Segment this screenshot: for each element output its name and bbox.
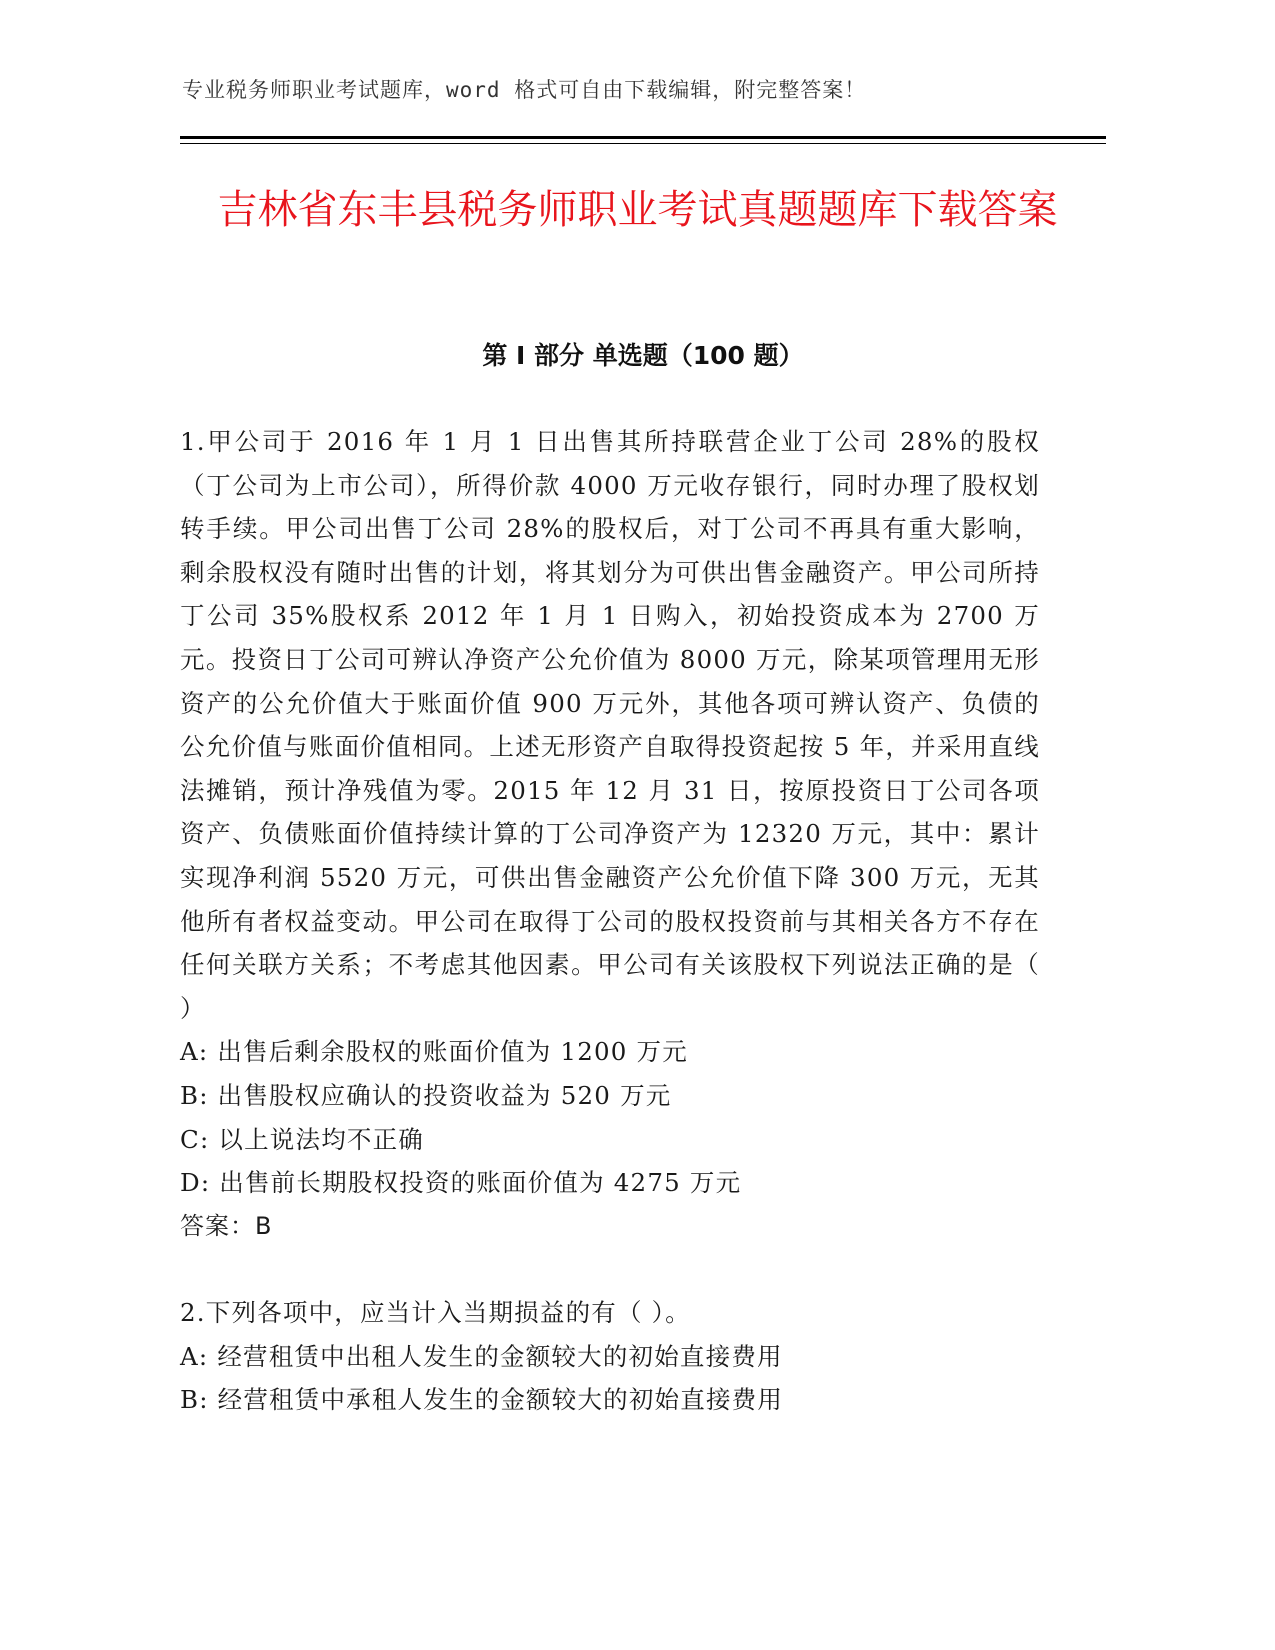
option-a: A: 出售后剩余股权的账面价值为 1200 万元 — [180, 1037, 688, 1067]
option-c: C: 以上说法均不正确 — [180, 1124, 424, 1154]
question-spacer — [180, 1248, 1040, 1291]
header-rule-thin — [180, 143, 1106, 144]
option-a: A: 经营租赁中出租人发生的金额较大的初始直接费用 — [180, 1341, 783, 1371]
section-title: 第 I 部分 单选题（100 题） — [482, 341, 804, 370]
question-stem: 2.下列各项中，应当计入当期损益的有（ ）。 — [180, 1298, 691, 1328]
option-d: D: 出售前长期股权投资的账面价值为 4275 万元 — [180, 1168, 742, 1198]
answer: 答案：B — [180, 1211, 273, 1240]
option-b: B: 出售股权应确认的投资收益为 520 万元 — [180, 1080, 672, 1110]
option-b: B: 经营租赁中承租人发生的金额较大的初始直接费用 — [180, 1385, 784, 1415]
header-rule-thick — [180, 136, 1106, 139]
document-title: 吉林省东丰县税务师职业考试真题题库下载答案 — [217, 187, 1058, 233]
header-note: 专业税务师职业考试题库，word 格式可自由下载编辑，附完整答案！ — [182, 78, 867, 102]
question-2 — [180, 1291, 1040, 1422]
question-list — [180, 420, 1040, 1422]
question-stem: 1.甲公司于 2016 年 1 月 1 日出售其所持联营企业丁公司 28%的股权（丁公司为上市公司），所得价款 4000 万元收存银行，同时办理了股权划转手续。甲公司出售丁公司 28%的股权后，对丁公司不再具有重大影响，剩余股权没有随时出售的计划，将其划分为可供出售金融资产。甲公司所持丁公司 35%股权系 2012 年 1 月 1 日购入，初始投资成本为 2700 万元。投资日丁公司可辨认净资产公允价值为 8000 万元，除某项管理用无形资产的公允价值大于账面价值 900 万元外，其他各项可辨认资产、负债的公允价值与账面价值相同。上述无形资产自取得投资起按 5 年，并采用直线法摊销，预计净残值为零。2015 年 12 月 31 日，按原投资日丁公司各项资产、负债账面价值持续计算的丁公司净资产为 12320 万元，其中：累计实现净利润 5520 万元，可供出售金融资产公允价值下降 300 万元，无其他所有者权益变动。甲公司在取得丁公司的股权投资前与其相关各方不存在任何关联方关系；不考虑其他因素。甲公司有关该股权下列说法正确的是（ ） — [180, 427, 1040, 1023]
question-1 — [180, 420, 1040, 1248]
